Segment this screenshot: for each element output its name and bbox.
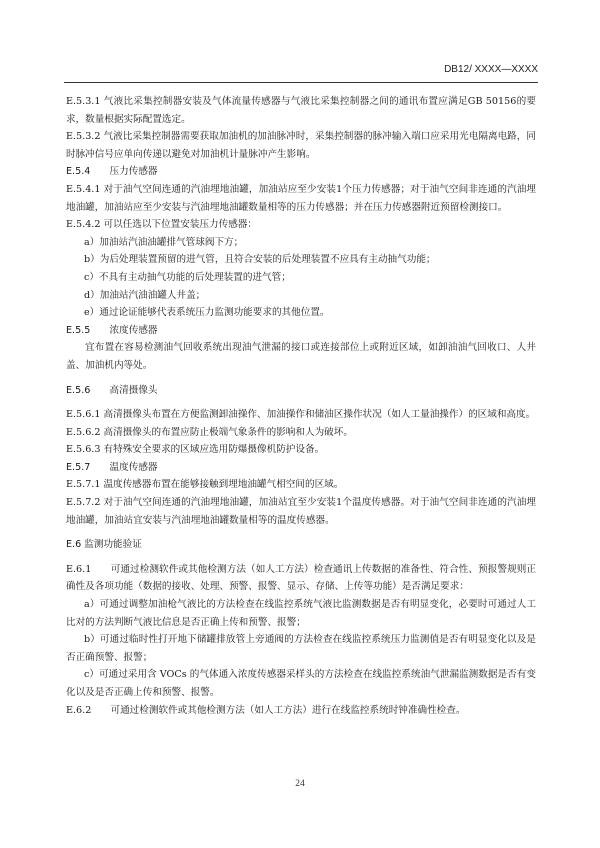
- list-item-a: a）加油站汽油油罐排气管球阀下方；: [84, 236, 244, 248]
- list-item-d: d）加油站汽油油罐人井盖；: [84, 289, 206, 301]
- clause-e5-7-1: E.5.7.1 温度传感器布置在能够接触到埋地油罐气相空间的区域。: [66, 479, 344, 491]
- heading-e5-5: E.5.5 浓度传感器: [66, 324, 158, 336]
- clause-e5-6-1: E.5.6.1 高清摄像头布置在方便监测卸油操作、加油操作和储油区操作状况（如人工量油操作）的区域和高度。: [66, 409, 536, 421]
- document-code: DB12/ XXXX—XXXX: [444, 64, 538, 75]
- heading-e5-7: E.5.7 温度传感器: [66, 461, 158, 473]
- page-number: 24: [295, 779, 305, 789]
- clause-e5-4-2: E.5.4.2 可以任选以下位置安装压力传感器：: [66, 219, 258, 231]
- header-rule: [64, 82, 538, 83]
- list-item-b: b）为后处理装置预留的进气管，且符合安装的后处理装置不应具有主动抽气功能；: [84, 254, 436, 266]
- heading-e6: E.6 监测功能验证: [66, 539, 142, 551]
- clause-e5-6-2: E.5.6.2 高清摄像头的布置应防止极端气象条件的影响和人为破坏。: [66, 426, 353, 438]
- spacer: [66, 529, 536, 536]
- clause-e5-6-3: E.5.6.3 有特殊安全要求的区域应选用防爆摄像机防护设备。: [66, 444, 325, 456]
- list-item-e: e）通过论证能够代表系统压力监测功能要求的其他位置。: [84, 307, 330, 319]
- list-item-c: c）不具有主动抽气功能的后处理装置的进气管；: [84, 271, 291, 283]
- heading-e5-6: E.5.6 高清摄像头: [66, 384, 158, 396]
- clause-e5-4-1: E.5.4.1 对于油气空间连通的汽油埋地油罐，加油站应至少安装1个压力传感器；对于油气空间非连通的汽油埋地油罐，加油站应至少安装与汽油埋地油罐数量相等的压力传感器；并在压力传感器附近预留检测接口。: [66, 183, 536, 213]
- spacer: [66, 554, 536, 561]
- clause-e5-7-2: E.5.7.2 对于油气空间连通的汽油埋地油罐，加油站宜至少安装1个温度传感器。对于油气空间非连通的汽油埋地油罐，加油站宜安装与汽油埋地油罐数量相等的温度传感器。: [66, 497, 536, 526]
- paragraph-e5-5: 宜布置在容易检测油气回收系统出现油气泄漏的接口或连接部位上或附近区域，如卸油油气回收口、人井盖、加油机内等处。: [66, 342, 536, 371]
- clause-e6-1: E.6.1 可通过检测软件或其他检测方法（如人工方法）检查通讯上传数据的准备性、符合性、预报警规则正确性及各项功能（数据的接收、处理、预警、报警、显示、存储、上传等功能）是否满足要求：: [66, 563, 536, 593]
- heading-e5-4: E.5.4 压力传感器: [66, 166, 158, 178]
- clause-e6-1-b: b）可通过临时性打开地下储罐排放管上旁通阀的方法检查在线监控系统压力监测值是否有明显变化以及是否正确预警、报警；: [66, 634, 536, 663]
- clause-e6-1-c: c）可通过采用含 VOCs 的气体通入浓度传感器采样头的方法检查在线监控系统油气泄漏监测数据是否有变化以及是否正确上传和预警、报警。: [66, 669, 536, 698]
- clause-e6-1-a: a）可通过调整加油枪气液比的方法检查在线监控系统气液比监测数据是否有明显变化，必要时可通过人工比对的方法判断气液比信息是否正确上传和预警、报警；: [66, 599, 536, 628]
- spacer: [66, 399, 536, 406]
- clause-e5-3-2: E.5.3.2 气液比采集控制器需要获取加油机的加油脉冲时，采集控制器的脉冲输入端口应采用光电隔离电路，同时脉冲信号应单向传递以避免对加油机计量脉冲产生影响。: [66, 131, 536, 160]
- spacer: [66, 375, 536, 382]
- document-body: [66, 93, 536, 719]
- clause-e5-3-1: E.5.3.1 气液比采集控制器安装及气体流量传感器与气液比采集控制器之间的通讯布置应满足GB 50156的要求，数量根据实际配置选定。: [66, 96, 536, 125]
- clause-e6-2: E.6.2 可通过检测软件或其他检测方法（如人工方法）进行在线监控系统时钟准确性检查。: [66, 704, 466, 716]
